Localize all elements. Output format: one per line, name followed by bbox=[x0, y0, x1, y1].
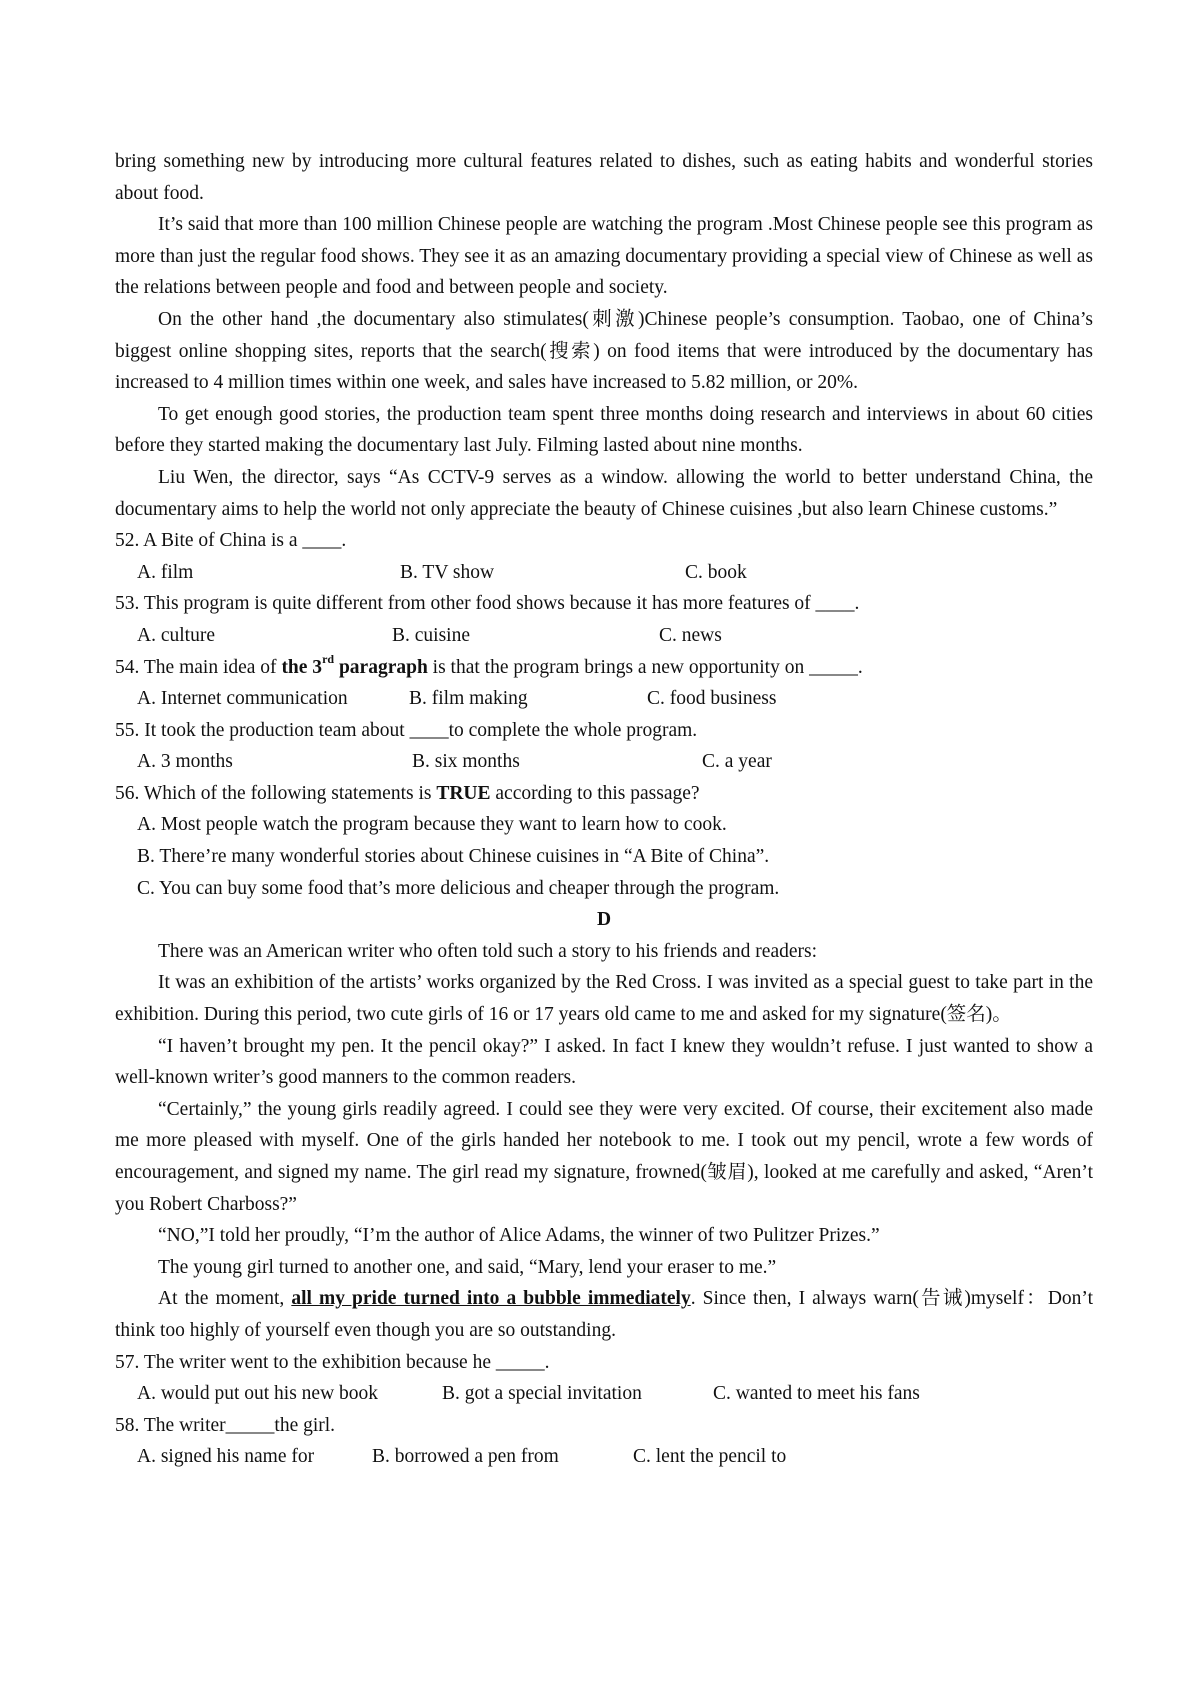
option-c: C. You can buy some food that’s more delicious and cheaper through the program. bbox=[137, 877, 780, 899]
option-c: C. food business bbox=[647, 688, 777, 710]
question-54-stem-pre: 54. The main idea of bbox=[115, 656, 282, 678]
question-53-options bbox=[115, 620, 1093, 652]
question-56-stem bbox=[115, 778, 1093, 810]
passage-paragraph: The young girl turned to another one, and said, “Mary, lend your eraser to me.” bbox=[158, 1256, 777, 1278]
option-c: C. a year bbox=[702, 751, 772, 773]
question-54-stem-bold2: paragraph bbox=[334, 656, 428, 678]
question-54-stem bbox=[115, 652, 1093, 684]
option-a: A. would put out his new book bbox=[137, 1383, 379, 1405]
question-54-stem-post: is that the program brings a new opportunity on _____. bbox=[427, 656, 863, 678]
question-56-stem-pre: 56. Which of the following statements is bbox=[115, 782, 437, 804]
option-b: B. There’re many wonderful stories about Chinese cuisines in “A Bite of China”. bbox=[137, 846, 770, 868]
passage-paragraph: It was an exhibition of the artists’ works organized by the Red Cross. I was invited as a special guest to take part in the exhibition. During this period, two cute girls of 16 or 17 years old came to me and asked for my signature(签名)。 bbox=[115, 972, 1093, 1026]
passage-paragraph: To get enough good stories, the production team spent three months doing research and interviews in about 60 cities before they started making the documentary last July. Filming lasted about nine months. bbox=[115, 403, 1093, 457]
option-c: C. news bbox=[659, 624, 722, 646]
question-55-stem: 55. It took the production team about ____to complete the whole program. bbox=[115, 719, 698, 741]
question-58-stem: 58. The writer_____the girl. bbox=[115, 1414, 336, 1436]
question-58-options bbox=[115, 1441, 1093, 1473]
question-52-stem: 52. A Bite of China is a ____. bbox=[115, 530, 347, 552]
underlined-phrase: all my pride turned into a bubble immediately bbox=[291, 1288, 691, 1310]
option-a: A. 3 months bbox=[137, 751, 233, 773]
question-57-options bbox=[115, 1378, 1093, 1410]
question-56-stem-bold: TRUE bbox=[436, 782, 491, 804]
question-53-stem: 53. This program is quite different from other food shows because it has more features of ____. bbox=[115, 593, 860, 615]
document-page bbox=[115, 146, 1093, 1473]
section-heading: D bbox=[596, 909, 612, 931]
option-a: A. culture bbox=[137, 624, 215, 646]
option-b: B. six months bbox=[412, 751, 520, 773]
passage-paragraph: Liu Wen, the director, says “As CCTV-9 serves as a window. allowing the world to better understand China, the documentary aims to help the world not only appreciate the beauty of Chinese cuisines ,but also learn Chinese customs.” bbox=[115, 466, 1093, 520]
option-b: B. TV show bbox=[400, 561, 495, 583]
option-a: A. Most people watch the program because they want to learn how to cook. bbox=[137, 814, 727, 836]
question-54-options bbox=[115, 683, 1093, 715]
option-c: C. wanted to meet his fans bbox=[713, 1383, 920, 1405]
question-55-options bbox=[115, 746, 1093, 778]
option-c: C. lent the pencil to bbox=[633, 1446, 787, 1468]
option-b: B. got a special invitation bbox=[442, 1383, 642, 1405]
option-b: B. cuisine bbox=[392, 624, 470, 646]
paragraph-text-post: . Since then, I always warn(告诫)myself：Don’t think too highly of yourself even though you are so outstanding. bbox=[115, 1288, 1093, 1341]
passage-paragraph: “NO,”I told her proudly, “I’m the author of Alice Adams, the winner of two Pulitzer Prizes.” bbox=[158, 1225, 880, 1247]
question-56-stem-post: according to this passage? bbox=[490, 782, 700, 804]
paragraph-text-pre: At the moment, bbox=[158, 1288, 292, 1310]
passage-paragraph bbox=[115, 1283, 1093, 1346]
passage-paragraph: It’s said that more than 100 million Chinese people are watching the program .Most Chinese people see this program as more than just the regular food shows. They see it as an amazing documentary providing a special view of Chinese as well as the relations between people and food and between people and society. bbox=[115, 214, 1093, 299]
question-54-stem-sup: rd bbox=[322, 652, 335, 666]
passage-paragraph: There was an American writer who often told such a story to his friends and readers: bbox=[158, 940, 818, 962]
option-a: A. Internet communication bbox=[137, 688, 348, 710]
question-57-stem: 57. The writer went to the exhibition because he _____. bbox=[115, 1351, 550, 1373]
passage-paragraph: On the other hand ,the documentary also stimulates(刺激)Chinese people’s consumption. Taobao, one of China’s biggest online shopping sites, reports that the search(搜索) on food items that were introduced by the documentary has increased to 4 million times within one week, and sales have increased to 5.82 million, or 20%. bbox=[115, 308, 1093, 394]
option-b: B. film making bbox=[409, 688, 528, 710]
option-c: C. book bbox=[685, 561, 747, 583]
option-b: B. borrowed a pen from bbox=[372, 1446, 559, 1468]
passage-paragraph: “I haven’t brought my pen. It the pencil okay?” I asked. In fact I knew they wouldn’t refuse. I just wanted to show a well-known writer’s good manners to the common readers. bbox=[115, 1035, 1093, 1089]
passage-paragraph: bring something new by introducing more cultural features related to dishes, such as eating habits and wonderful stories about food. bbox=[115, 151, 1093, 204]
option-a: A. film bbox=[137, 561, 194, 583]
passage-paragraph: “Certainly,” the young girls readily agreed. I could see they were very excited. Of course, their excitement also made me more pleased with myself. One of the girls handed her notebook to me. I took out my pencil, wrote a few words of encouragement, and signed my name. The girl read my signature, frowned(皱眉), looked at me carefully and asked, “Aren’t you Robert Charboss?” bbox=[115, 1098, 1093, 1215]
question-54-stem-bold: the 3 bbox=[281, 656, 323, 678]
question-52-options bbox=[115, 557, 1093, 589]
option-a: A. signed his name for bbox=[137, 1446, 315, 1468]
